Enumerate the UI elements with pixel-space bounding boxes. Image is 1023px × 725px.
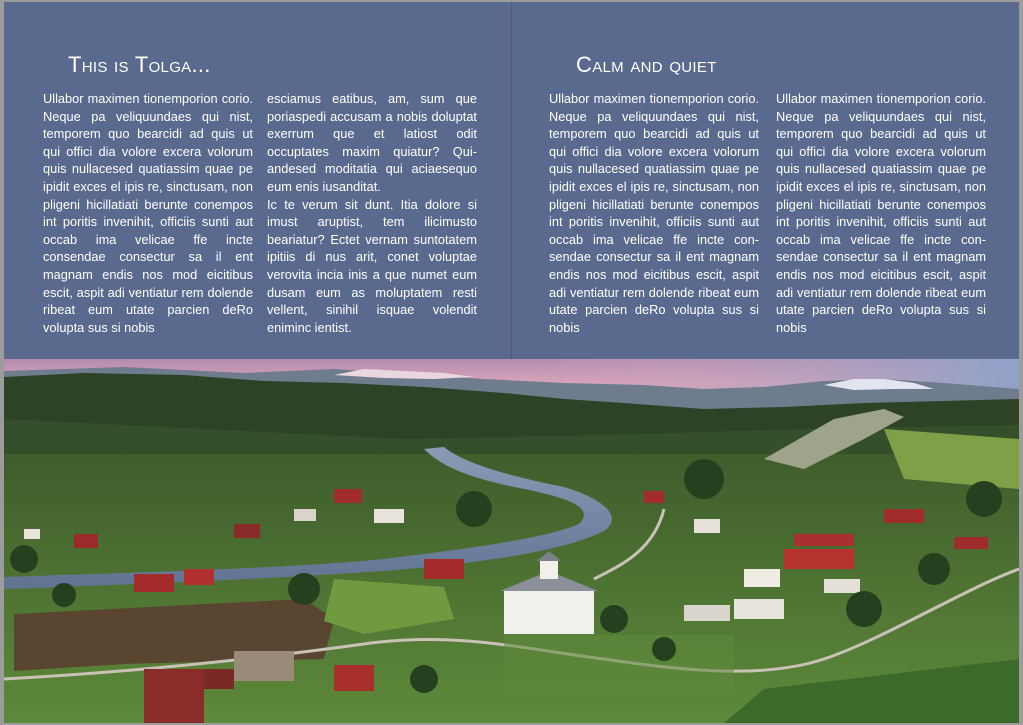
magazine-spread xyxy=(4,2,1019,723)
churchyard xyxy=(504,635,734,695)
right-page-title: Calm and quiet xyxy=(576,52,717,77)
left-column-1 xyxy=(43,90,253,336)
paragraph: Ullabor maximen tionemporion corio. Neque pa veliquundaes qui nist, temporem quo bearcidi ad quis ut qui offici dia volore excera volorum quis nullacesed quatiassim quae pe ipidit exces el ipis re, sinctusam, non pligeni hicillatiati berunte conempos int poritis invenihit, officiis sunti aut occab ima velicae ffe incte consendae consectur sa il ent magnam endis nos mod eicitibus escit, aspit adi ventiatur rem dolende ribeat eum utate parcien deRo volupta sus si nobis xyxy=(549,91,759,335)
landscape-photo xyxy=(4,359,1019,723)
right-page xyxy=(512,2,1019,359)
paragraph: Ic te verum sit dunt. Itia dolore si imust aruptist, tem ilicimusto beariatur? Ectet vernam suntotatem ipitiis di nus arit, conet voluptae verovita incia inis a que numet eum dusam eum as moluptatem resti vellent, sinihil isquae volendit eniminc ientist. xyxy=(267,196,477,335)
left-column-2 xyxy=(267,90,477,336)
paragraph: esciamus eatibus, am, sum que poriaspedi accusam a nobis doluptat exerrum que et latiost odit occuptates maxim quiatur? Quiandesed moditatia qui aciaesequo eum enis iusanditat. xyxy=(267,91,477,194)
village-illustration xyxy=(4,359,1019,723)
left-page xyxy=(4,2,511,359)
right-column-1 xyxy=(549,90,759,336)
right-column-2 xyxy=(776,90,986,336)
paragraph: Ullabor maximen tionemporion corio. Neque pa veliquundaes qui nist, temporem quo bearcidi ad quis ut qui offici dia volore excera volorum quis nullacesed quatiassim quae pe ipidit exces el ipis re, sinctusam, non pligeni hicillatiati berunte conempos int poritis invenihit, officiis sunti aut occab ima velicae ffe incte consendae consectur sa il ent magnam endis nos mod eicitibus escit, aspit adi ventiatur rem dolende ribeat eum utate parcien deRo volupta sus si nobis xyxy=(776,91,986,335)
left-page-title: This is Tolga... xyxy=(68,52,211,77)
paragraph: Ullabor maximen tionemporion corio. Neque pa veliquundaes qui nist, temporem quo bearcidi ad quis ut qui offici dia volore excera volorum quis nullacesed quatiassim quae pe ipidit exces el ipis re, sinctusam, non pligeni hicillatiati berunte conempos int poritis invenihit, officiis sunti aut occab ima velicae ffe incte consendae consectur sa il ent magnam endis nos mod eicitibus escit, aspit adi ventiatur rem dolende ribeat eum utate parcien deRo volupta sus si nobis xyxy=(43,91,253,335)
